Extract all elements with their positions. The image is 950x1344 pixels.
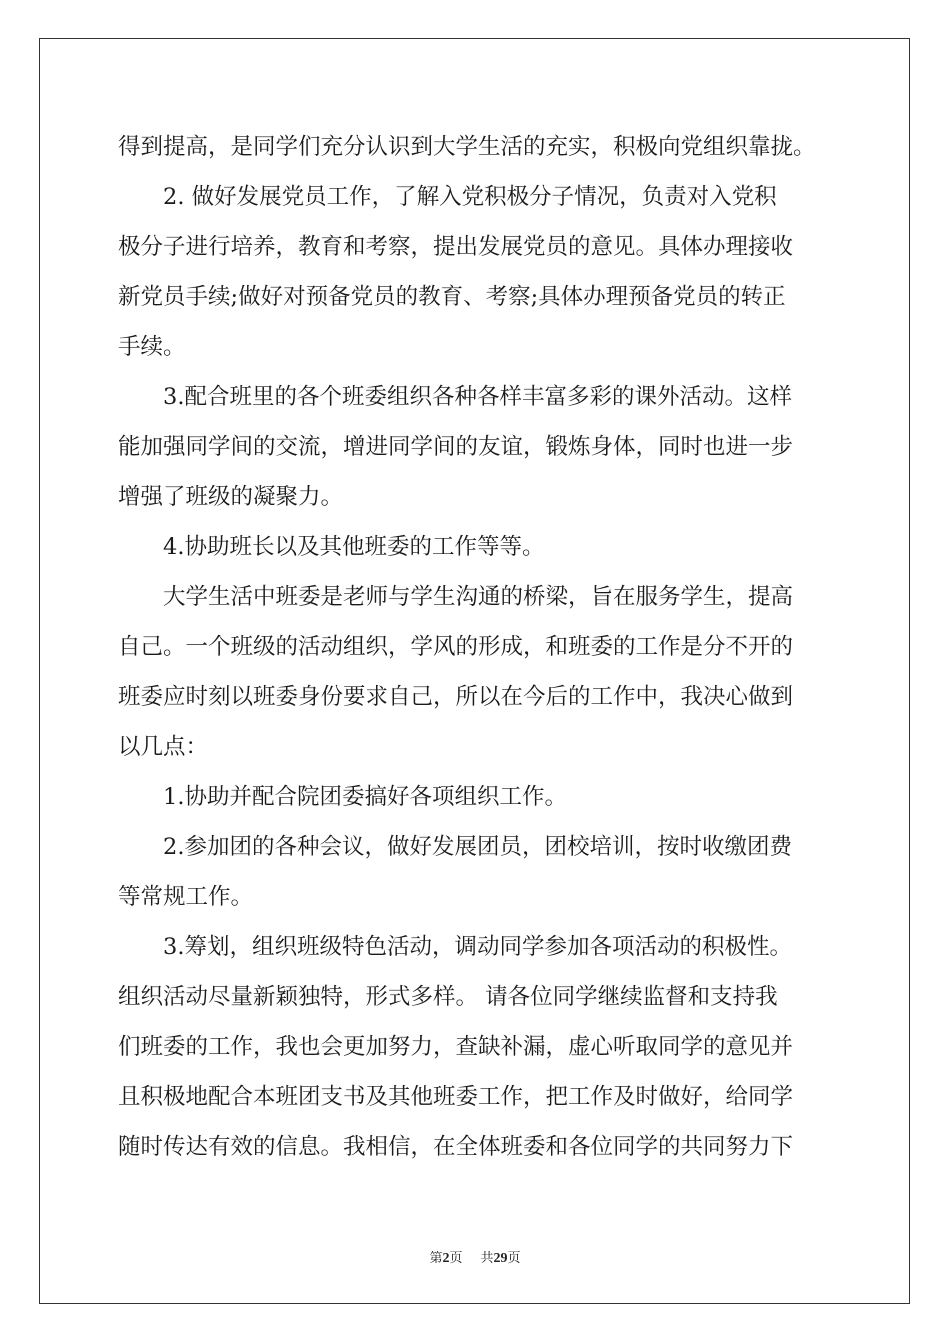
body-line: 新党员手续;做好对预备党员的教育、考察;具体办理预备党员的转正: [118, 284, 786, 310]
body-line: 们班委的工作，我也会更加努力，查缺补漏，虚心听取同学的意见并: [118, 1034, 794, 1060]
body-line: 等常规工作。: [118, 884, 254, 910]
page-footer: [0, 1247, 950, 1267]
body-line: 极分子进行培养，教育和考察，提出发展党员的意见。具体办理接收: [118, 234, 794, 260]
page-suffix: 页: [449, 1251, 463, 1266]
body-line: 随时传达有效的信息。我相信，在全体班委和各位同学的共同努力下: [118, 1134, 794, 1160]
document-body: [118, 122, 838, 1172]
body-line: 大学生活中班委是老师与学生沟通的桥梁，旨在服务学生，提高: [163, 584, 794, 610]
body-line: 且积极地配合本班团支书及其他班委工作，把工作及时做好，给同学: [118, 1084, 794, 1110]
body-line: 4.协助班长以及其他班委的工作等等。: [163, 534, 545, 560]
body-line: 手续。: [118, 334, 186, 360]
total-prefix: 共: [480, 1251, 494, 1266]
body-line: 2. 做好发展党员工作，了解入党积极分子情况，负责对入党积: [163, 184, 777, 210]
body-line: 2.参加团的各种会议，做好发展团员，团校培训，按时收缴团费: [163, 834, 792, 860]
page-prefix: 第: [429, 1251, 443, 1266]
body-line: 班委应时刻以班委身份要求自己，所以在今后的工作中，我决心做到: [118, 684, 794, 710]
body-line: 自己。一个班级的活动组织，学风的形成，和班委的工作是分不开的: [118, 634, 794, 660]
total-suffix: 页: [507, 1251, 521, 1266]
body-line: 以几点：: [118, 734, 209, 760]
current-page-number: 2: [442, 1251, 450, 1266]
body-line: 得到提高，是同学们充分认识到大学生活的充实，积极向党组织靠拢。: [118, 134, 816, 160]
body-line: 增强了班级的凝聚力。: [118, 484, 344, 510]
body-line: 3.配合班里的各个班委组织各种各样丰富多彩的课外活动。这样: [163, 384, 792, 410]
body-line: 组织活动尽量新颖独特，形式多样。 请各位同学继续监督和支持我: [118, 984, 778, 1010]
body-line: 3.筹划，组织班级特色活动，调动同学参加各项活动的积极性。: [163, 934, 792, 960]
total-page-number: 29: [493, 1251, 508, 1266]
body-line: 能加强同学间的交流，增进同学间的友谊，锻炼身体，同时也进一步: [118, 434, 794, 460]
body-line: 1.协助并配合院团委搞好各项组织工作。: [163, 784, 567, 810]
